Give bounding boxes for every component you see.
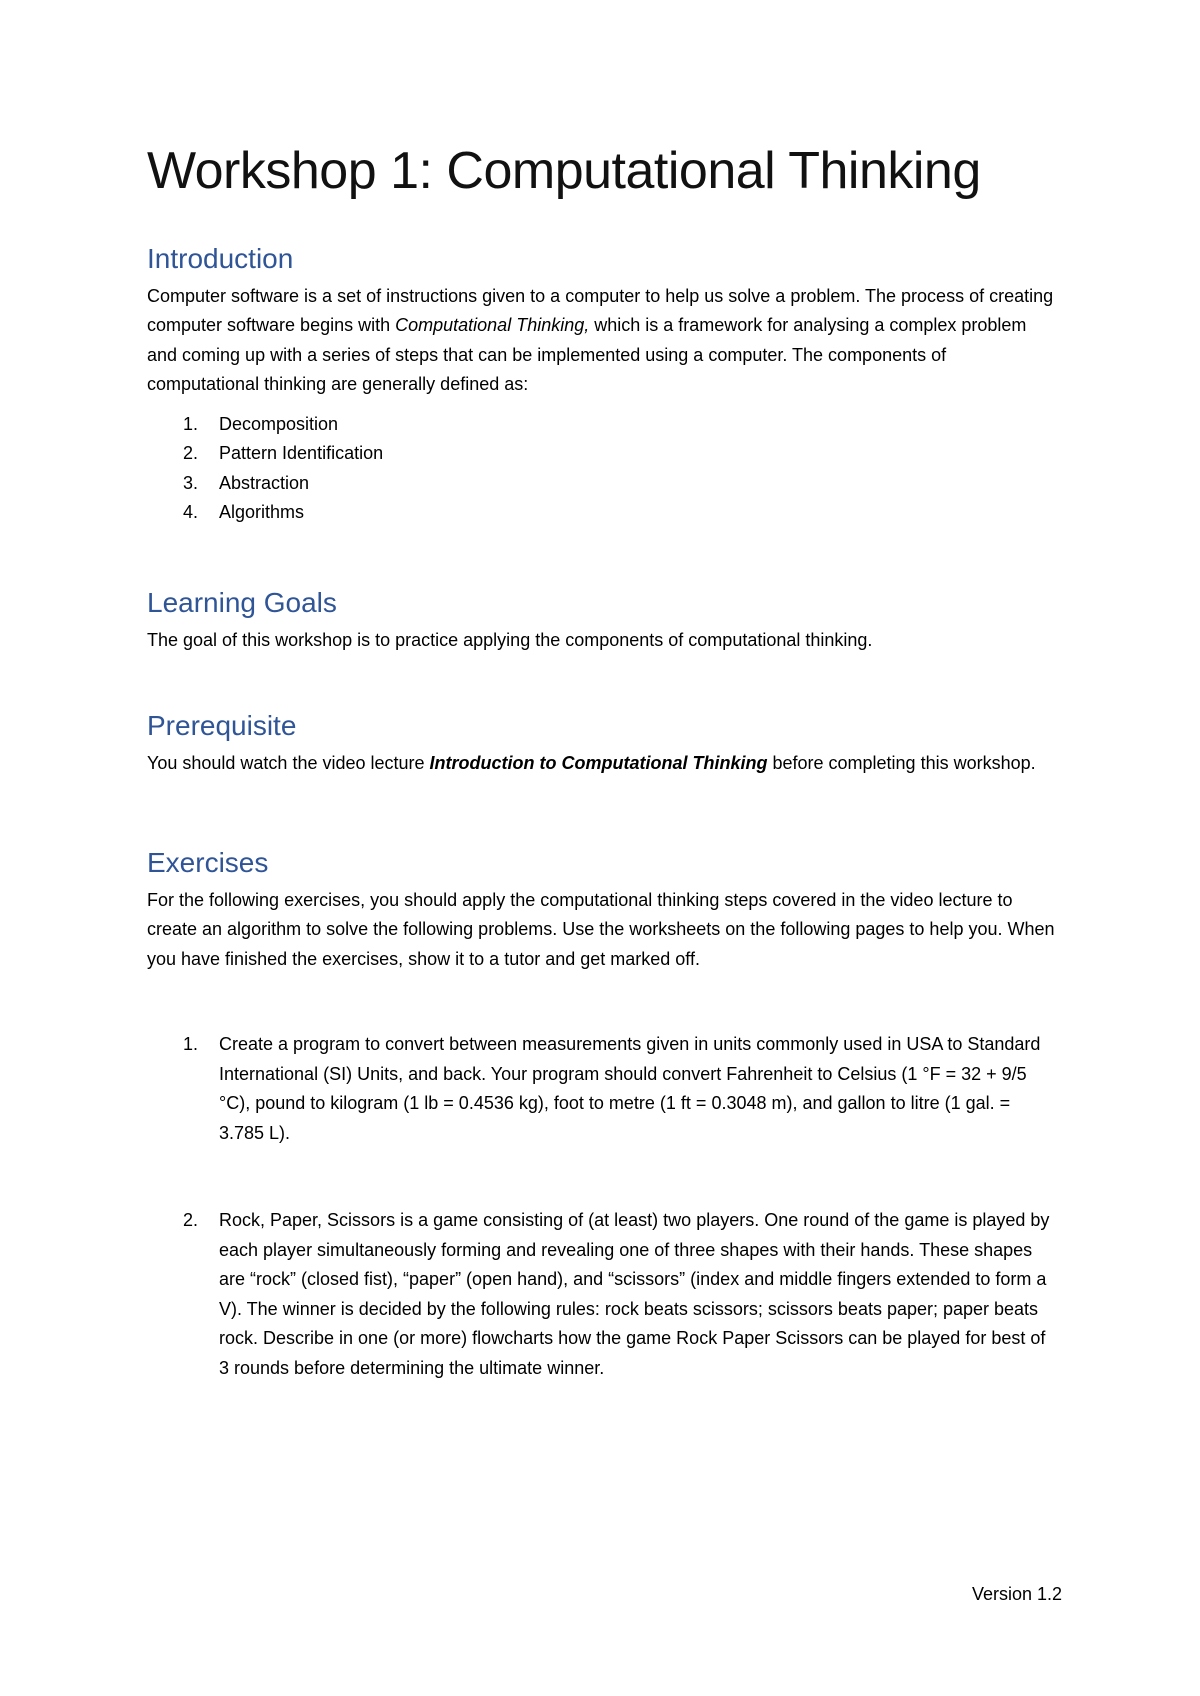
introduction-text-b: which is a framework for analysing a complex problem and coming up with a series of steps that can be implemented using a computer. The components of computational thinking are generally defined as: [147, 315, 1027, 395]
prerequisite-paragraph [147, 749, 1057, 779]
exercise-number: 2. [183, 1210, 199, 1231]
component-number: 3. [183, 472, 199, 493]
component-number: 4. [183, 502, 199, 523]
exercises-list [147, 1030, 1057, 1383]
exercises-heading: Exercises [147, 847, 269, 879]
component-item [147, 498, 1057, 528]
exercise-text: Create a program to convert between measurements given in units commonly used in USA to Standard International (SI) Units, and back. Your program should convert Fahrenheit to Celsius (1 °F = 32 + 9/5 °C), pound to kilogram (1 lb = 0.4536 kg), foot to metre (1 ft = 0.3048 m), and gallon to litre (1 gal. = 3.785 L). [219, 1034, 1041, 1143]
prerequisite-text-a: You should watch the video lecture [147, 752, 430, 773]
exercise-item [147, 1206, 1057, 1383]
prerequisite-lecture-title: Introduction to Computational Thinking [429, 752, 768, 773]
component-number: 2. [183, 443, 199, 464]
exercise-number: 1. [183, 1034, 199, 1055]
component-label: Decomposition [219, 413, 339, 434]
document-page [147, 140, 1057, 1383]
introduction-heading: Introduction [147, 243, 294, 275]
prerequisite-section [147, 709, 1057, 778]
prerequisite-heading: Prerequisite [147, 710, 297, 742]
learning-goals-text: The goal of this workshop is to practice applying the components of computational thinking. [147, 629, 873, 650]
document-title: Workshop 1: Computational Thinking [147, 142, 981, 200]
exercise-text: Rock, Paper, Scissors is a game consisting of (at least) two players. One round of the game is played by each player simultaneously forming and revealing one of three shapes with their hands. These shapes are “rock” (closed fist), “paper” (open hand), and “scissors” (index and middle fingers extended to form a V). The winner is decided by the following rules: rock beats scissors; scissors beats paper; paper beats rock. Describe in one (or more) flowcharts how the game Rock Paper Scissors can be played for best of 3 rounds before determining the ultimate winner. [219, 1210, 1050, 1378]
exercise-item [147, 1030, 1057, 1148]
introduction-text-a: Computer software is a set of instructions given to a computer to help us solve a problem. The process of creating computer software begins with [147, 285, 1054, 336]
component-label: Abstraction [219, 472, 310, 493]
introduction-emphasis: Computational Thinking, [395, 315, 590, 336]
version-label: Version 1.2 [971, 1584, 1062, 1604]
component-number: 1. [183, 413, 199, 434]
learning-goals-heading: Learning Goals [147, 586, 337, 618]
components-list [147, 410, 1057, 528]
component-item [147, 439, 1057, 469]
component-item [147, 410, 1057, 440]
prerequisite-text-b: before completing this workshop. [767, 752, 1036, 773]
exercises-intro: For the following exercises, you should apply the computational thinking steps covered in the video lecture to create an algorithm to solve the following problems. Use the worksheets on the following pages to help you. When you have finished the exercises, show it to a tutor and get marked off. [147, 889, 1055, 969]
component-item [147, 469, 1057, 499]
component-label: Algorithms [219, 502, 305, 523]
introduction-section [147, 242, 1057, 528]
learning-goals-section [147, 586, 1057, 655]
introduction-paragraph [147, 282, 1057, 400]
component-label: Pattern Identification [219, 443, 384, 464]
exercises-section [147, 846, 1057, 1383]
